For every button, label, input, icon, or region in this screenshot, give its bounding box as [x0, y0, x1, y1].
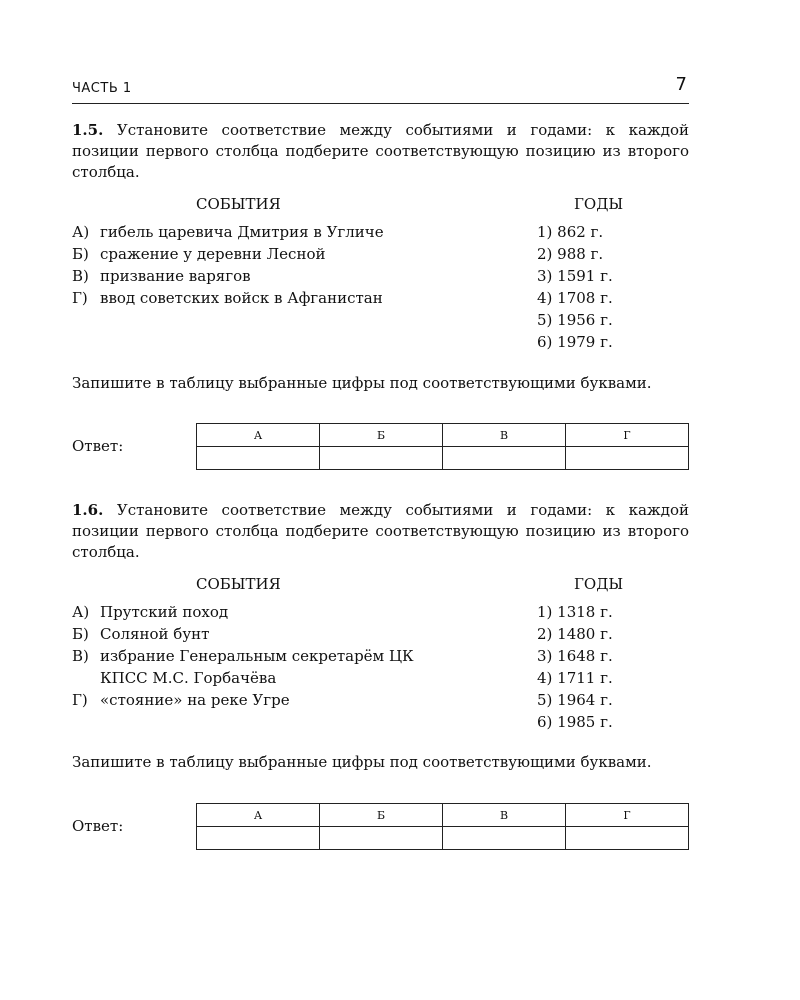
year-item: 3) 1591 г.: [537, 267, 613, 285]
year-item: 5) 1964 г.: [537, 691, 613, 709]
answer-cell[interactable]: [566, 827, 689, 850]
answer-table: [196, 803, 689, 850]
events-list: [72, 601, 452, 711]
task-note: Запишите в таблицу выбранные цифры под соответствующими буквами.: [72, 374, 652, 392]
answer-block: [72, 803, 689, 849]
year-item: 4) 1711 г.: [537, 669, 613, 687]
task-1-6: [72, 500, 689, 731]
year-item: 4) 1708 г.: [537, 289, 613, 307]
task-note: Запишите в таблицу выбранные цифры под соответствующими буквами.: [72, 753, 652, 771]
year-item: 2) 988 г.: [537, 245, 604, 263]
task-1-5: [72, 120, 689, 351]
answer-label: Ответ:: [72, 817, 124, 835]
column-headers: [72, 575, 689, 597]
event-item: Г) ввод советских войск в Афганистан: [72, 289, 383, 307]
answer-cell[interactable]: [443, 827, 566, 850]
year-item: 6) 1985 г.: [537, 713, 613, 731]
year-item: 2) 1480 г.: [537, 625, 613, 643]
task-intro: [72, 500, 689, 563]
years-header: ГОДЫ: [574, 195, 624, 213]
page-number: 7: [675, 74, 687, 95]
answer-cell[interactable]: [566, 447, 689, 470]
events-header: СОБЫТИЯ: [196, 195, 281, 213]
answer-block: [72, 423, 689, 469]
year-item: 5) 1956 г.: [537, 311, 613, 329]
answer-cell[interactable]: [443, 447, 566, 470]
task-number: 1.6.: [72, 501, 104, 519]
answer-column-header: В: [443, 424, 566, 447]
events-list: [72, 221, 452, 309]
year-item: 3) 1648 г.: [537, 647, 613, 665]
answer-column-header: Г: [566, 424, 689, 447]
years-list: [537, 601, 613, 733]
task-intro: [72, 120, 689, 183]
year-item: 1) 862 г.: [537, 223, 604, 241]
event-item: А) Прутский поход: [72, 603, 229, 621]
answer-cell[interactable]: [320, 827, 443, 850]
part-label: ЧАСТЬ 1: [72, 81, 132, 96]
answer-column-header: А: [197, 804, 320, 827]
column-headers: [72, 195, 689, 217]
answer-table: [196, 423, 689, 470]
task-intro-text: Установите соответствие между событиями и годами: к каждой позиции первого столбца подберите соответствующую позицию из второго столбца.: [72, 501, 689, 561]
answer-column-header: Б: [320, 424, 443, 447]
year-item: 1) 1318 г.: [537, 603, 613, 621]
answer-label: Ответ:: [72, 437, 124, 455]
task-intro-text: Установите соответствие между событиями и годами: к каждой позиции первого столбца подберите соответствующую позицию из второго столбца.: [72, 121, 689, 181]
event-item: Б) Соляной бунт: [72, 625, 210, 643]
event-item: В) избрание Генеральным секретарём ЦК КПСС М.С. Горбачёва: [72, 647, 414, 687]
answer-cell[interactable]: [197, 827, 320, 850]
event-item: Б) сражение у деревни Лесной: [72, 245, 326, 263]
years-list: [537, 221, 613, 353]
answer-column-header: В: [443, 804, 566, 827]
events-header: СОБЫТИЯ: [196, 575, 281, 593]
answer-cell[interactable]: [197, 447, 320, 470]
event-item: В) призвание варягов: [72, 267, 251, 285]
answer-column-header: Г: [566, 804, 689, 827]
answer-column-header: Б: [320, 804, 443, 827]
event-item: А) гибель царевича Дмитрия в Угличе: [72, 223, 384, 241]
page-header: [72, 74, 689, 104]
task-number: 1.5.: [72, 121, 104, 139]
years-header: ГОДЫ: [574, 575, 624, 593]
answer-column-header: А: [197, 424, 320, 447]
year-item: 6) 1979 г.: [537, 333, 613, 351]
event-item: Г) «стояние» на реке Угре: [72, 691, 290, 709]
answer-cell[interactable]: [320, 447, 443, 470]
